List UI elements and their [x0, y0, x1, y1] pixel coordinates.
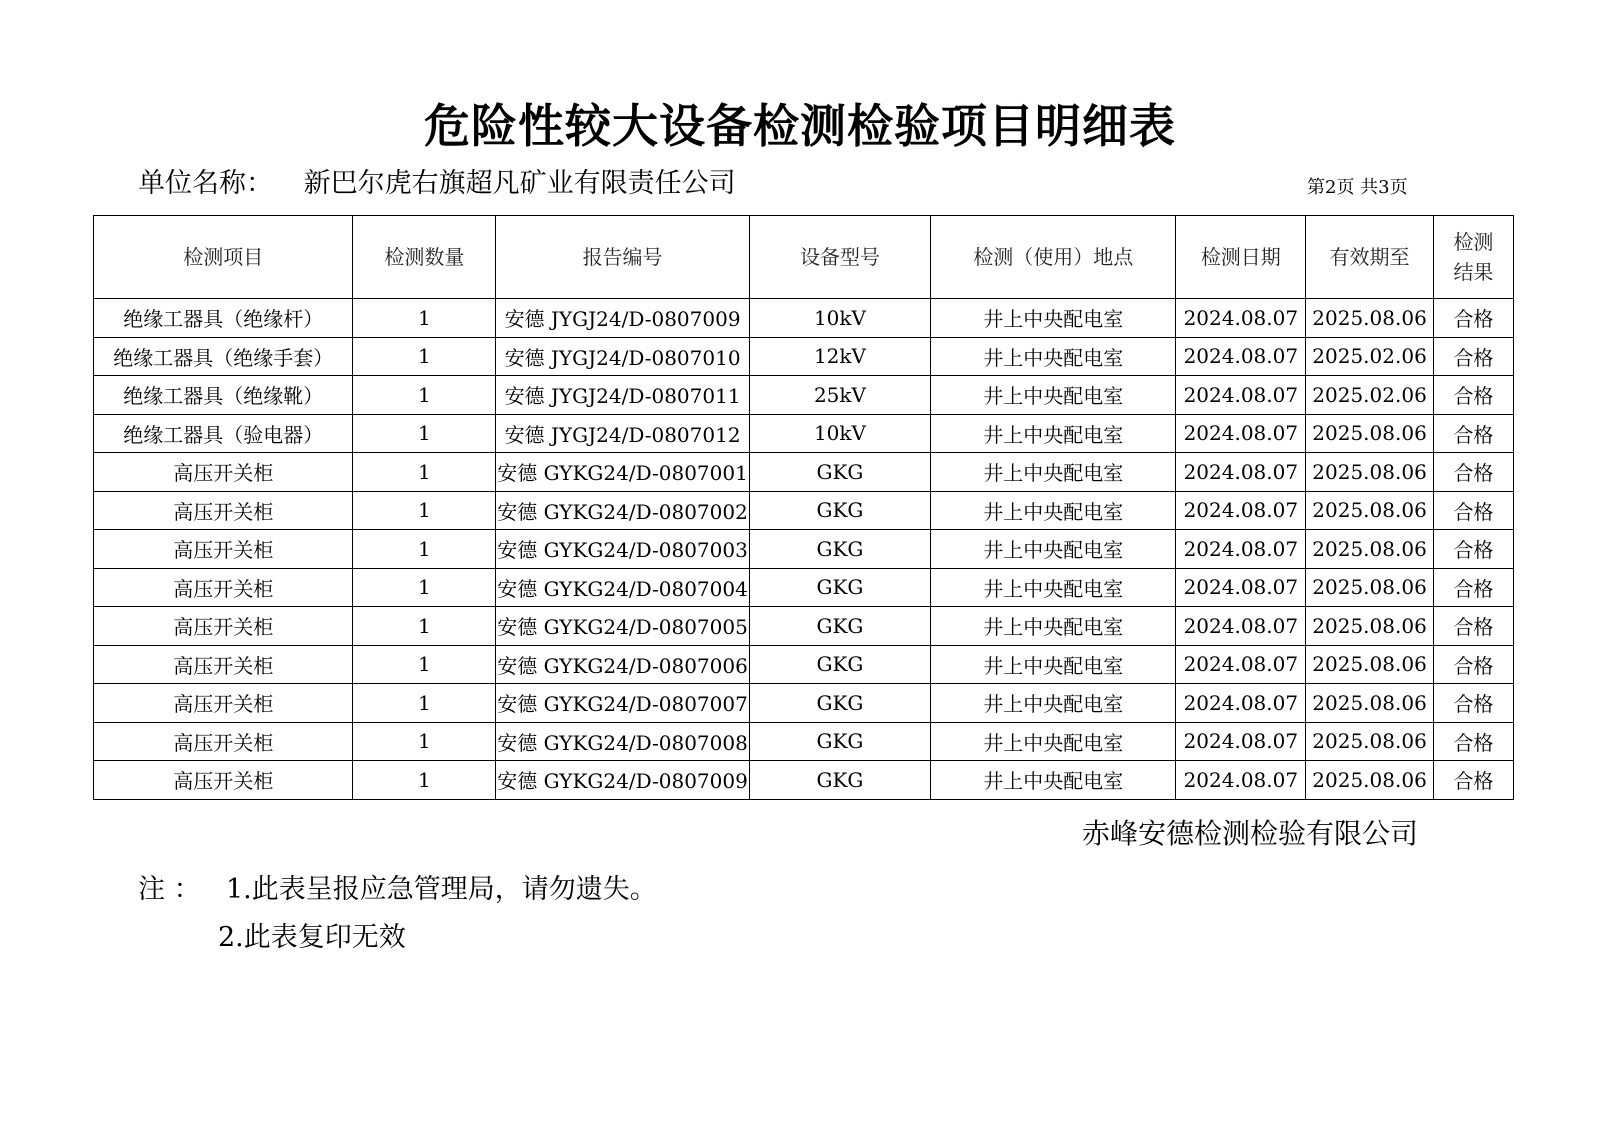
cell-test-date: 2024.08.07	[1176, 722, 1306, 761]
cell-location: 井上中央配电室	[931, 645, 1176, 684]
cell-report-number: 安德 GYKG24/D-0807003	[496, 530, 749, 569]
table-row	[94, 530, 1514, 569]
cell-test-item: 高压开关柜	[94, 453, 353, 492]
cell-location: 井上中央配电室	[931, 299, 1176, 338]
detail-table	[93, 215, 1514, 800]
cell-location: 井上中央配电室	[931, 722, 1176, 761]
cell-test-date: 2024.08.07	[1176, 607, 1306, 646]
cell-test-item: 高压开关柜	[94, 722, 353, 761]
cell-equipment-model: GKG	[749, 722, 930, 761]
cell-quantity: 1	[353, 376, 496, 415]
header-test-item: 检测项目	[94, 216, 353, 299]
cell-test-item: 绝缘工器具（验电器）	[94, 414, 353, 453]
table-header-row	[94, 216, 1514, 299]
cell-test-item: 高压开关柜	[94, 491, 353, 530]
table-body	[94, 299, 1514, 800]
cell-quantity: 1	[353, 568, 496, 607]
note-item-1: 1.此表呈报应急管理局，请勿遗失。	[226, 874, 657, 905]
cell-equipment-model: GKG	[749, 645, 930, 684]
header-test-date: 检测日期	[1176, 216, 1306, 299]
cell-result: 合格	[1433, 530, 1513, 569]
cell-valid-until: 2025.08.06	[1306, 761, 1434, 800]
cell-report-number: 安德 GYKG24/D-0807006	[496, 645, 749, 684]
unit-line	[138, 166, 736, 202]
cell-equipment-model: 10kV	[749, 299, 930, 338]
header-valid-until: 有效期至	[1306, 216, 1434, 299]
cell-report-number: 安德 GYKG24/D-0807005	[496, 607, 749, 646]
table-row	[94, 337, 1514, 376]
document-title: 危险性较大设备检测检验项目明细表	[424, 99, 1176, 153]
page-info: 第2页 共3页	[1307, 177, 1408, 198]
table-row	[94, 414, 1514, 453]
cell-location: 井上中央配电室	[931, 568, 1176, 607]
cell-quantity: 1	[353, 761, 496, 800]
table-row	[94, 761, 1514, 800]
table-row	[94, 607, 1514, 646]
notes-label: 注 ：	[138, 874, 201, 905]
table-row	[94, 491, 1514, 530]
cell-test-item: 高压开关柜	[94, 568, 353, 607]
cell-test-item: 高压开关柜	[94, 607, 353, 646]
cell-location: 井上中央配电室	[931, 414, 1176, 453]
cell-test-item: 高压开关柜	[94, 645, 353, 684]
cell-location: 井上中央配电室	[931, 337, 1176, 376]
cell-test-item: 绝缘工器具（绝缘靴）	[94, 376, 353, 415]
cell-result: 合格	[1433, 376, 1513, 415]
cell-quantity: 1	[353, 684, 496, 723]
cell-test-date: 2024.08.07	[1176, 491, 1306, 530]
cell-test-date: 2024.08.07	[1176, 376, 1306, 415]
table-row	[94, 568, 1514, 607]
cell-report-number: 安德 JYGJ24/D-0807012	[496, 414, 749, 453]
cell-quantity: 1	[353, 299, 496, 338]
cell-report-number: 安德 GYKG24/D-0807001	[496, 453, 749, 492]
cell-quantity: 1	[353, 453, 496, 492]
cell-test-date: 2024.08.07	[1176, 568, 1306, 607]
table-row	[94, 722, 1514, 761]
cell-equipment-model: GKG	[749, 491, 930, 530]
cell-location: 井上中央配电室	[931, 761, 1176, 800]
cell-report-number: 安德 JYGJ24/D-0807009	[496, 299, 749, 338]
cell-equipment-model: GKG	[749, 568, 930, 607]
header-report-number: 报告编号	[496, 216, 749, 299]
cell-quantity: 1	[353, 607, 496, 646]
cell-test-date: 2024.08.07	[1176, 299, 1306, 338]
unit-label: 单位名称：	[138, 168, 273, 199]
cell-valid-until: 2025.08.06	[1306, 299, 1434, 338]
cell-result: 合格	[1433, 568, 1513, 607]
cell-valid-until: 2025.08.06	[1306, 491, 1434, 530]
cell-valid-until: 2025.08.06	[1306, 684, 1434, 723]
header-location: 检测（使用）地点	[931, 216, 1176, 299]
cell-test-date: 2024.08.07	[1176, 414, 1306, 453]
cell-quantity: 1	[353, 491, 496, 530]
header-result: 检测 结果	[1433, 216, 1513, 299]
cell-location: 井上中央配电室	[931, 453, 1176, 492]
cell-valid-until: 2025.08.06	[1306, 453, 1434, 492]
cell-result: 合格	[1433, 684, 1513, 723]
cell-report-number: 安德 GYKG24/D-0807007	[496, 684, 749, 723]
table-row	[94, 376, 1514, 415]
cell-quantity: 1	[353, 337, 496, 376]
cell-valid-until: 2025.08.06	[1306, 722, 1434, 761]
cell-location: 井上中央配电室	[931, 376, 1176, 415]
cell-equipment-model: GKG	[749, 684, 930, 723]
table-row	[94, 684, 1514, 723]
cell-location: 井上中央配电室	[931, 607, 1176, 646]
cell-result: 合格	[1433, 453, 1513, 492]
cell-valid-until: 2025.08.06	[1306, 414, 1434, 453]
table-row	[94, 645, 1514, 684]
cell-report-number: 安德 JYGJ24/D-0807011	[496, 376, 749, 415]
cell-test-item: 高压开关柜	[94, 530, 353, 569]
cell-quantity: 1	[353, 645, 496, 684]
cell-equipment-model: 10kV	[749, 414, 930, 453]
cell-result: 合格	[1433, 722, 1513, 761]
cell-result: 合格	[1433, 645, 1513, 684]
cell-test-date: 2024.08.07	[1176, 453, 1306, 492]
cell-result: 合格	[1433, 414, 1513, 453]
cell-test-date: 2024.08.07	[1176, 337, 1306, 376]
header-quantity: 检测数量	[353, 216, 496, 299]
cell-valid-until: 2025.02.06	[1306, 337, 1434, 376]
cell-equipment-model: 25kV	[749, 376, 930, 415]
cell-quantity: 1	[353, 530, 496, 569]
cell-test-item: 绝缘工器具（绝缘杆）	[94, 299, 353, 338]
cell-equipment-model: GKG	[749, 607, 930, 646]
cell-equipment-model: GKG	[749, 530, 930, 569]
table-row	[94, 453, 1514, 492]
table-row	[94, 299, 1514, 338]
note-item-2: 2.此表复印无效	[218, 922, 406, 953]
cell-equipment-model: 12kV	[749, 337, 930, 376]
cell-test-item: 高压开关柜	[94, 684, 353, 723]
unit-name: 新巴尔虎右旗超凡矿业有限责任公司	[303, 168, 736, 199]
cell-result: 合格	[1433, 607, 1513, 646]
cell-valid-until: 2025.08.06	[1306, 530, 1434, 569]
cell-valid-until: 2025.08.06	[1306, 645, 1434, 684]
cell-equipment-model: GKG	[749, 761, 930, 800]
cell-test-date: 2024.08.07	[1176, 684, 1306, 723]
cell-result: 合格	[1433, 491, 1513, 530]
cell-location: 井上中央配电室	[931, 530, 1176, 569]
cell-report-number: 安德 GYKG24/D-0807009	[496, 761, 749, 800]
cell-test-date: 2024.08.07	[1176, 761, 1306, 800]
cell-test-date: 2024.08.07	[1176, 530, 1306, 569]
cell-report-number: 安德 GYKG24/D-0807004	[496, 568, 749, 607]
cell-valid-until: 2025.08.06	[1306, 568, 1434, 607]
cell-location: 井上中央配电室	[931, 491, 1176, 530]
cell-report-number: 安德 GYKG24/D-0807002	[496, 491, 749, 530]
cell-result: 合格	[1433, 761, 1513, 800]
cell-location: 井上中央配电室	[931, 684, 1176, 723]
cell-test-item: 高压开关柜	[94, 761, 353, 800]
cell-valid-until: 2025.02.06	[1306, 376, 1434, 415]
cell-quantity: 1	[353, 722, 496, 761]
cell-equipment-model: GKG	[749, 453, 930, 492]
cell-valid-until: 2025.08.06	[1306, 607, 1434, 646]
cell-quantity: 1	[353, 414, 496, 453]
issuer-company: 赤峰安德检测检验有限公司	[1082, 817, 1419, 850]
cell-result: 合格	[1433, 299, 1513, 338]
cell-test-date: 2024.08.07	[1176, 645, 1306, 684]
cell-report-number: 安德 JYGJ24/D-0807010	[496, 337, 749, 376]
cell-test-item: 绝缘工器具（绝缘手套）	[94, 337, 353, 376]
cell-report-number: 安德 GYKG24/D-0807008	[496, 722, 749, 761]
cell-result: 合格	[1433, 337, 1513, 376]
header-equipment-model: 设备型号	[749, 216, 930, 299]
